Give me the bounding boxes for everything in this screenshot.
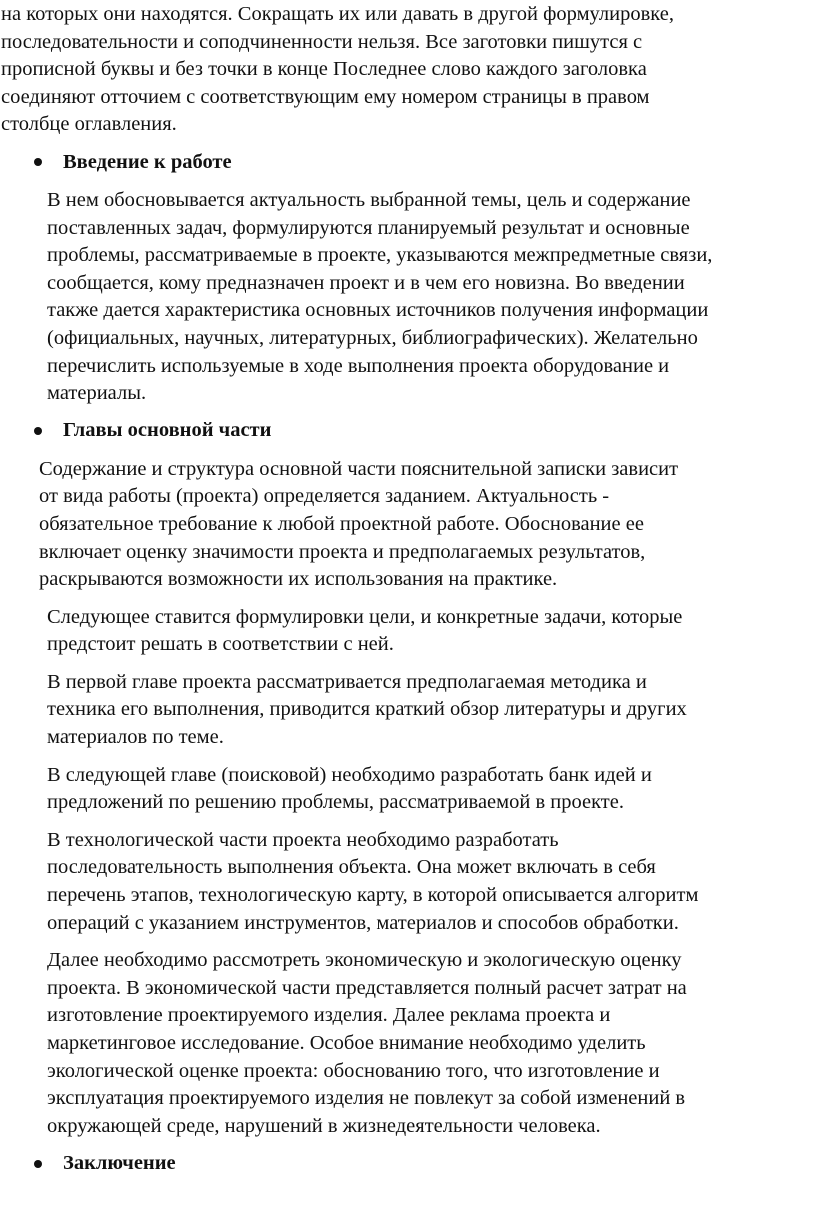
text-line: соединяют отточием с соответствующим ему номером страницы в правом xyxy=(1,85,650,108)
text-line: Содержание и структура основной части пояснительной записки зависит xyxy=(39,457,679,480)
heading-text: Заключение xyxy=(63,1152,176,1175)
text-line: эксплуатация проектируемого изделия не повлекут за собой изменений в xyxy=(47,1087,686,1110)
text-line: поставленных задач, формулируются планируемый результат и основные xyxy=(47,216,690,239)
text-line: столбце оглавления. xyxy=(1,113,177,136)
text-line: В следующей главе (поисковой) необходимо разработать банк идей и xyxy=(47,763,652,786)
text-line: маркетинговое исследование. Особое внимание необходимо уделить xyxy=(47,1032,646,1054)
heading-text: Введение к работе xyxy=(63,150,232,173)
bullet-icon xyxy=(34,1160,42,1168)
paragraph-intro-continued xyxy=(1,1,814,139)
paragraph xyxy=(1,669,814,752)
paragraph xyxy=(1,456,814,594)
document-page xyxy=(0,1,816,1224)
text-line: экологической оценке проекта: обоснованию того, что изготовление и xyxy=(47,1059,660,1082)
text-line: материалы. xyxy=(47,382,147,405)
text-line: В первой главе проекта рассматривается предполагаемая методика и xyxy=(47,670,647,693)
text-line: предстоит решать в соответствии с ней. xyxy=(47,633,394,656)
text-line: техника его выполнения, приводится краткий обзор литературы и других xyxy=(47,698,687,721)
text-line: проекта. В экономической части представляется полный расчет затрат на xyxy=(47,976,687,999)
text-line: включает оценку значимости проекта и предполагаемых результатов, xyxy=(39,540,646,563)
text-line: проблемы, рассматриваемые в проекте, указываются межпредметные связи, xyxy=(47,244,713,267)
bullet-icon xyxy=(34,158,42,166)
text-line: изготовление проектируемого изделия. Далее реклама проекта и xyxy=(47,1004,611,1027)
paragraph xyxy=(1,947,814,1140)
text-line: перечень этапов, технологическую карту, в которой описывается алгоритм xyxy=(47,884,699,907)
paragraph xyxy=(1,827,814,937)
text-line: окружающей среде, нарушений в жизнедеятельности человека. xyxy=(47,1114,601,1137)
text-line: обязательное требование к любой проектной работе. Обоснование ее xyxy=(39,512,644,535)
text-line: перечислить используемые в ходе выполнения проекта оборудование и xyxy=(47,354,670,377)
text-line: раскрываются возможности их использования на практике. xyxy=(39,568,558,591)
text-line: операций с указанием инструментов, материалов и способов обработки. xyxy=(47,911,679,934)
section-heading-conclusion xyxy=(1,1150,814,1177)
paragraph xyxy=(1,762,814,817)
text-line: от вида работы (проекта) определяется заданием. Актуальность - xyxy=(39,485,610,508)
text-line: последовательность выполнения объекта. Она может включать в себя xyxy=(47,856,656,879)
text-line: материалов по теме. xyxy=(47,726,224,749)
text-line: последовательности и соподчиненности нельзя. Все заготовки пишутся с xyxy=(1,30,643,53)
section-heading-introduction xyxy=(1,149,814,176)
text-line: В нем обосновывается актуальность выбранной темы, цель и содержание xyxy=(47,188,691,211)
text-line: также дается характеристика основных источников получения информации xyxy=(47,299,709,322)
section-heading-main-chapters xyxy=(1,418,814,445)
text-line: сообщается, кому предназначен проект и в чем его новизна. Во введении xyxy=(47,271,685,294)
text-line: (официальных, научных, литературных, библиографических). Желательно xyxy=(47,326,698,349)
text-line: Далее необходимо рассмотреть экономическую и экологическую оценку xyxy=(47,949,682,972)
paragraph xyxy=(1,187,814,408)
paragraph xyxy=(1,604,814,659)
text-line: Следующее ставится формулировки цели, и конкретные задачи, которые xyxy=(47,605,683,628)
text-line: прописной буквы и без точки в конце Последнее слово каждого заголовка xyxy=(1,58,647,81)
text-line: предложений по решению проблемы, рассматриваемой в проекте. xyxy=(47,791,624,814)
heading-text: Главы основной части xyxy=(63,419,272,442)
text-line: на которых они находятся. Сокращать их или давать в другой формулировке, xyxy=(1,3,674,25)
bullet-icon xyxy=(34,427,42,435)
text-line: В технологической части проекта необходимо разработать xyxy=(47,828,559,851)
